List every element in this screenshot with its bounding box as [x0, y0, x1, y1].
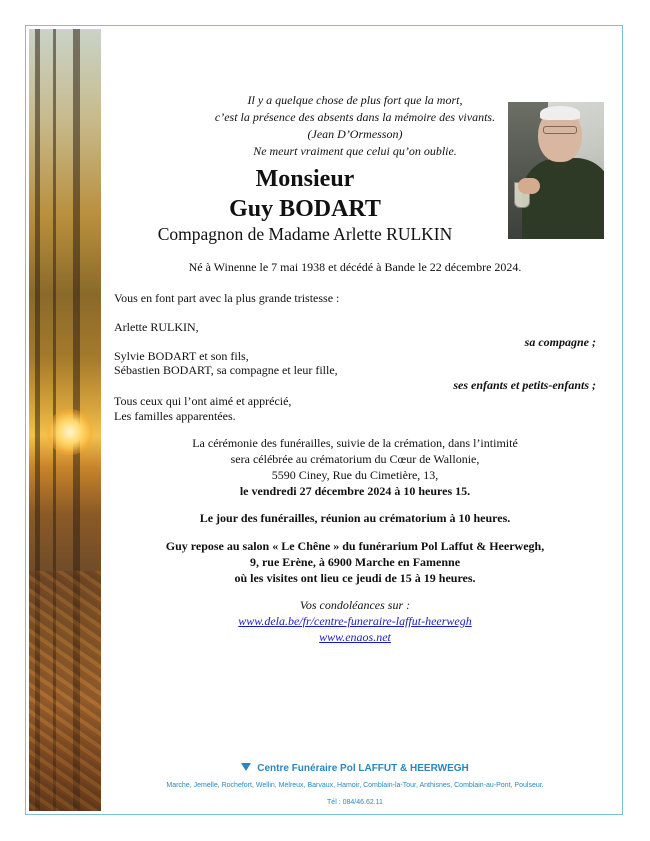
funeral-home-label: Centre Funéraire Pol LAFFUT & HEERWEGH	[257, 763, 469, 774]
funeral-home-phone: Tél : 084/46.62.11	[327, 799, 383, 806]
ceremony-date: le vendredi 27 décembre 2024 à 10 heures 15.	[239, 484, 471, 498]
ceremony-line-1: La cérémonie des funérailles, suivie de la crémation, dans l’intimité	[192, 436, 518, 450]
autumn-trees-photo	[29, 29, 101, 811]
birth-death-line: Né à Winenne le 7 mai 1938 et décédé à Bande le 22 décembre 2024.	[188, 260, 522, 274]
honorific-title: Monsieur	[255, 166, 355, 192]
quote-author: (Jean D’Ormesson)	[307, 127, 403, 141]
children-line-1: Sylvie BODART et son fils,	[114, 349, 249, 363]
deceased-name: Guy BODART	[229, 196, 381, 222]
others-line-1: Tous ceux qui l’ont aimé et apprécié,	[114, 394, 292, 408]
companion-line: Compagnon de Madame Arlette RULKIN	[157, 224, 453, 244]
enaos-link[interactable]: www.enaos.net	[319, 630, 391, 644]
children-role: ses enfants et petits-enfants ;	[453, 378, 596, 392]
quote-line-1: Il y a quelque chose de plus fort que la mort,	[247, 93, 463, 107]
funeral-home-name	[105, 763, 605, 774]
partner-role: sa compagne ;	[524, 335, 596, 349]
quote-line-4: Ne meurt vraiment que celui qu’on oublie.	[253, 144, 457, 158]
visit-line-2: 9, rue Erène, à 6900 Marche en Famenne	[249, 555, 461, 569]
ceremony-block	[105, 435, 605, 499]
partner-name: Arlette RULKIN,	[114, 320, 199, 334]
dela-link[interactable]: www.dela.be/fr/centre-funeraire-laffut-heerwegh	[238, 614, 472, 628]
visit-line-3: où les visites ont lieu ce jeudi de 15 à 19 heures.	[234, 571, 476, 585]
ceremony-line-3: 5590 Ciney, Rue du Cimetière, 13,	[271, 468, 439, 482]
ceremony-line-2: sera célébrée au crématorium du Cœur de Wallonie,	[230, 452, 480, 466]
condolences-block	[105, 597, 605, 645]
children-line-2: Sébastien BODART, sa compagne et leur fille,	[114, 363, 338, 377]
epitaph-quote	[105, 92, 605, 160]
condolences-label: Vos condoléances sur :	[299, 598, 411, 612]
announcement-line: Vous en font part avec la plus grande tristesse :	[114, 291, 340, 305]
meeting-line: Le jour des funérailles, réunion au crématorium à 10 heures.	[199, 511, 511, 525]
triangle-down-icon	[241, 763, 251, 771]
funeral-home-towns: Marche, Jemelle, Rochefort, Wellin, Melreux, Barvaux, Hamoir, Comblain-la-Tour, Anthisnes, Comblain-au-Pont, Poulseur.	[166, 782, 544, 789]
visit-line-1: Guy repose au salon « Le Chêne » du funérarium Pol Laffut & Heerwegh,	[165, 539, 545, 553]
visit-block	[105, 538, 605, 586]
others-line-2: Les familles apparentées.	[114, 409, 236, 423]
quote-line-2: c’est la présence des absents dans la mémoire des vivants.	[214, 110, 496, 124]
